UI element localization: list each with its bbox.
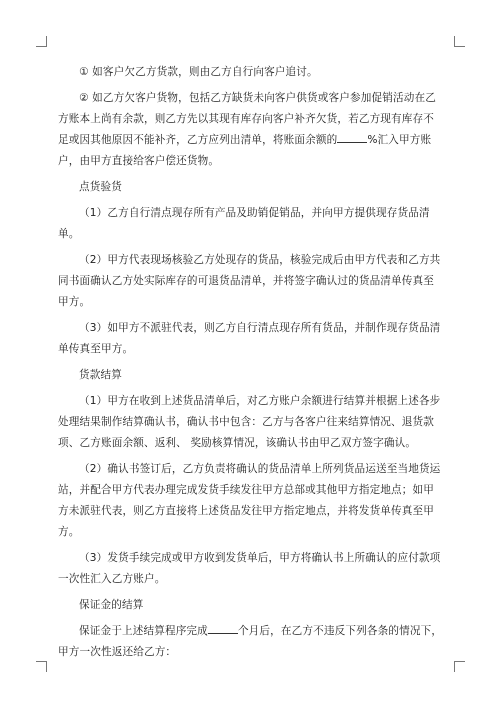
months-blank — [208, 633, 238, 634]
crop-mark-bottom-right — [454, 661, 465, 672]
section-heading-inspection: 点货验货 — [79, 181, 122, 193]
deposit-text-a: 保证金于上述结算程序完成 — [79, 625, 208, 637]
settlement-item-3: （3）发货手续完成或甲方收到发货单后，甲方将确认书上所确认的应付款项一次性汇入乙方账户。 — [58, 552, 441, 585]
crop-mark-top-right — [454, 36, 465, 47]
clause-2-text-a: ② 如乙方欠客户货物，包括乙方缺货未向客户供货或客户参加促销活动在乙方账本上尚有余款，则乙方先以其现有库存向客户补齐欠货，若乙方现有库存不足或因其他原因不能补齐，乙方应列出清单，将账面余额的 — [58, 92, 436, 146]
crop-mark-top-left — [36, 36, 47, 47]
section-heading-settlement: 货款结算 — [79, 369, 122, 381]
percentage-blank — [337, 142, 367, 143]
settlement-item-2: （2）确认书签订后，乙方负责将确认的货品清单上所列货品运送至当地货运站，并配合甲方代表办理完成发货手续发往甲方总部或其他甲方指定地点；如甲方未派驻代表，则乙方直接将上述货品发往甲方指定地点，并将发货单传真至甲方。 — [58, 463, 441, 538]
clause-1: ① 如客户欠乙方货款，则由乙方自行向客户追讨。 — [79, 66, 318, 78]
inspection-item-2: （2）甲方代表现场核验乙方处现存的货品，核验完成后由甲方代表和乙方共同书面确认乙方处实际库存的可退货品清单，并将签字确认过的货品清单传真至甲方。 — [58, 254, 441, 308]
clause-2-text-b: %汇入甲方账户，由甲方直接给客户偿还货物。 — [58, 134, 432, 167]
deposit-clause — [58, 621, 444, 663]
deposit-text-b: 个月后，在乙方不违反下列各条的情况下，甲方一次性返还给乙方： — [58, 625, 443, 658]
clause-2 — [58, 88, 444, 172]
document-body — [58, 62, 444, 668]
settlement-item-1: （1）甲方在收到上述货品清单后，对乙方账户余额进行结算并根据上述各步处理结果制作结算确认书，确认书中包含：乙方与各客户往来结算情况、退货款项、乙方账面余额、返利、 奖励核算情况，该确认书由甲乙双方签字确认。 — [58, 395, 441, 449]
inspection-item-1: （1）乙方自行清点现存所有产品及助销促销品，并向甲方提供现存货品清单。 — [58, 207, 430, 240]
section-heading-deposit: 保证金的结算 — [79, 599, 144, 611]
crop-mark-bottom-left — [36, 661, 47, 672]
inspection-item-3: （3）如甲方不派驻代表，则乙方自行清点现存所有货品，并制作现存货品清单传真至甲方。 — [58, 322, 441, 355]
